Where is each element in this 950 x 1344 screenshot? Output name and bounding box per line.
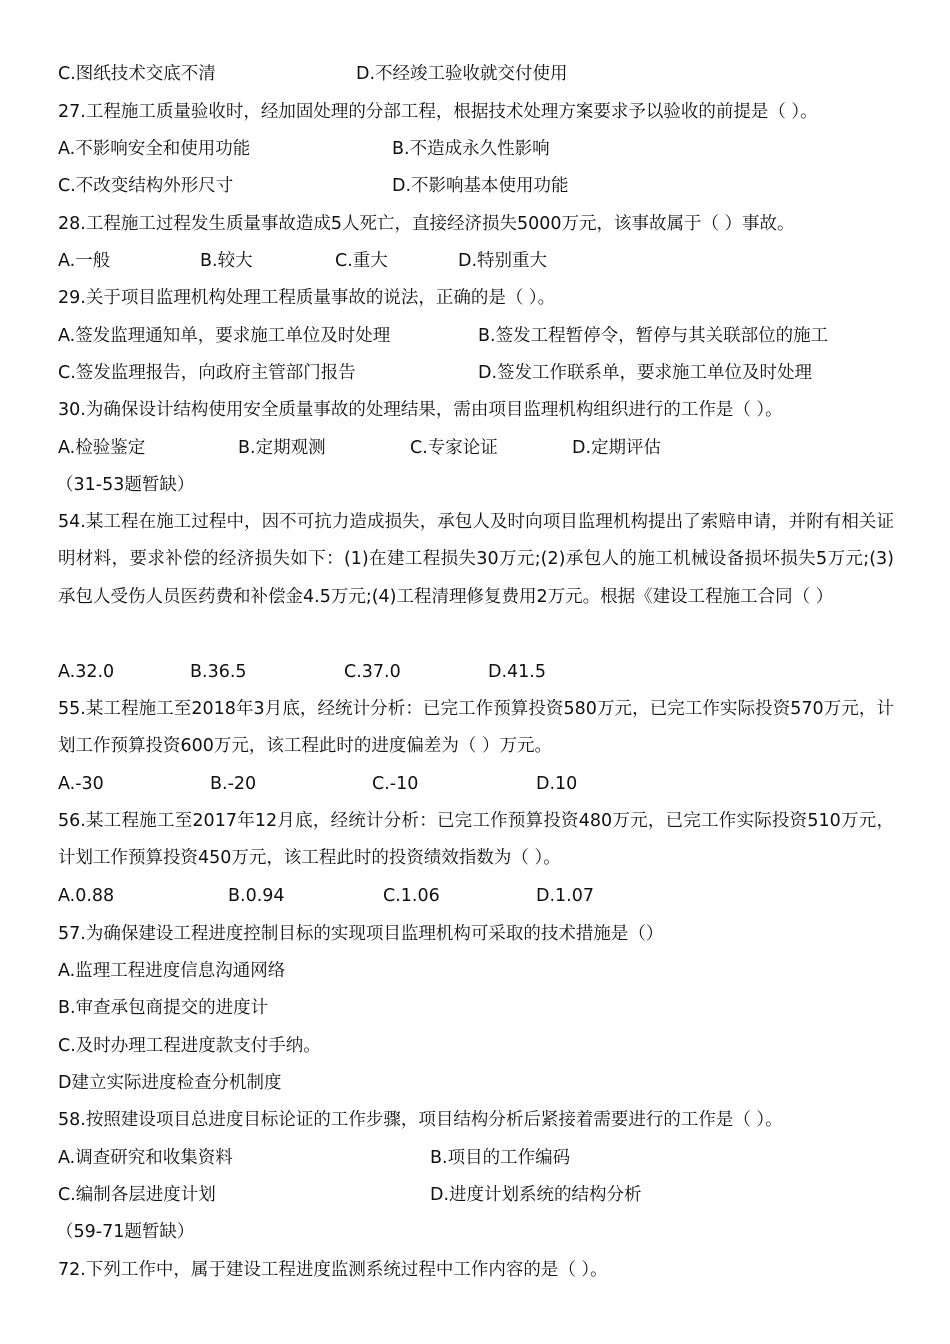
q58-option-a: A.调查研究和收集资料 — [58, 1148, 233, 1168]
q29-option-d: D.签发工作联系单，要求施工单位及时处理 — [478, 363, 813, 383]
q30-option-b: B.定期观测 — [238, 438, 326, 458]
q55-option-a: A.-30 — [58, 774, 104, 794]
q28-option-c: C.重大 — [335, 251, 388, 271]
q57-option-b: B.审查承包商提交的进度计 — [58, 998, 269, 1018]
q58-option-d: D.进度计划系统的结构分析 — [430, 1185, 642, 1205]
q56-stem: 56.某工程施工至2017年12月底，经统计分析：已完工作预算投资480万元，已完工作实际投资510万元，计划工作预算投资450万元，该工程此时的投资绩效指数为（ ）。 — [58, 811, 894, 869]
q57-option-c: C.及时办理工程进度款支付手纳。 — [58, 1036, 321, 1056]
q55-option-c: C.-10 — [372, 774, 419, 794]
q58-stem: 58.按照建设项目总进度目标论证的工作步骤，项目结构分析后紧接着需要进行的工作是（ ）。 — [58, 1110, 783, 1130]
q27-option-d: D.不影响基本使用功能 — [392, 176, 569, 196]
q54-option-b: B.36.5 — [190, 662, 247, 682]
q55-option-d: D.10 — [536, 774, 578, 794]
q54-option-d: D.41.5 — [488, 662, 547, 682]
q30-option-c: C.专家论证 — [410, 438, 498, 458]
q72-stem: 72.下列工作中，属于建设工程进度监测系统过程中工作内容的是（ ）。 — [58, 1260, 608, 1280]
q27-option-c: C.不改变结构外形尺寸 — [58, 176, 234, 196]
q28-stem: 28.工程施工过程发生质量事故造成5人死亡，直接经济损失5000万元，该事故属于（ ）事故。 — [58, 214, 795, 234]
q28-option-a: A.一般 — [58, 251, 111, 271]
q30-option-a: A.检验鉴定 — [58, 438, 146, 458]
q28-option-d: D.特别重大 — [458, 251, 548, 271]
q27-option-a: A.不影响安全和使用功能 — [58, 139, 251, 159]
q56-option-c: C.1.06 — [383, 886, 440, 906]
missing-questions-note-1: （31-53题暂缺） — [56, 475, 195, 495]
q54-option-a: A.32.0 — [58, 662, 115, 682]
q54-stem: 54.某工程在施工过程中，因不可抗力造成损失，承包人及时向项目监理机构提出了索赔申请，并附有相关证明材料，要求补偿的经济损失如下：(1)在建工程损失30万元;(2)承包人的施工机械设备损坏损失5万元;(3)承包人受伤人员医药费和补偿金4.5万元;(4)工程清理修复费用2万元。根据《建设工程施工合同（ ） — [58, 512, 894, 607]
q58-option-b: B.项目的工作编码 — [430, 1148, 571, 1168]
q55-option-b: B.-20 — [210, 774, 257, 794]
q29-stem: 29.关于项目监理机构处理工程质量事故的说法，正确的是（ ）。 — [58, 288, 556, 308]
q54-option-c: C.37.0 — [344, 662, 401, 682]
q56-option-b: B.0.94 — [228, 886, 285, 906]
q58-option-c: C.编制各层进度计划 — [58, 1185, 216, 1205]
q30-stem: 30.为确保设计结构使用安全质量事故的处理结果，需由项目监理机构组织进行的工作是（ ）。 — [58, 400, 783, 420]
q57-stem: 57.为确保建设工程进度控制目标的实现项目监理机构可采取的技术措施是（） — [58, 924, 664, 944]
q56-option-a: A.0.88 — [58, 886, 115, 906]
q26-option-d: D.不经竣工验收就交付使用 — [356, 64, 568, 84]
q29-option-a: A.签发监理通知单，要求施工单位及时处理 — [58, 326, 391, 346]
q55-stem: 55.某工程施工至2018年3月底，经统计分析：已完工作预算投资580万元，已完工作实际投资570万元，计划工作预算投资600万元，该工程此时的进度偏差为（ ）万元。 — [58, 699, 894, 757]
q29-option-c: C.签发监理报告，向政府主管部门报告 — [58, 363, 356, 383]
q57-option-d: D建立实际进度检查分机制度 — [58, 1073, 282, 1093]
q29-option-b: B.签发工程暂停令，暂停与其关联部位的施工 — [478, 326, 829, 346]
missing-questions-note-2: （59-71题暂缺） — [56, 1222, 195, 1242]
q26-option-c: C.图纸技术交底不清 — [58, 64, 216, 84]
q30-option-d: D.定期评估 — [572, 438, 662, 458]
q27-option-b: B.不造成永久性影响 — [392, 139, 550, 159]
q56-option-d: D.1.07 — [536, 886, 595, 906]
q28-option-b: B.较大 — [200, 251, 253, 271]
q27-stem: 27.工程施工质量验收时，经加固处理的分部工程，根据技术处理方案要求予以验收的前提是（ ）。 — [58, 102, 818, 122]
q57-option-a: A.监理工程进度信息沟通网络 — [58, 961, 286, 981]
